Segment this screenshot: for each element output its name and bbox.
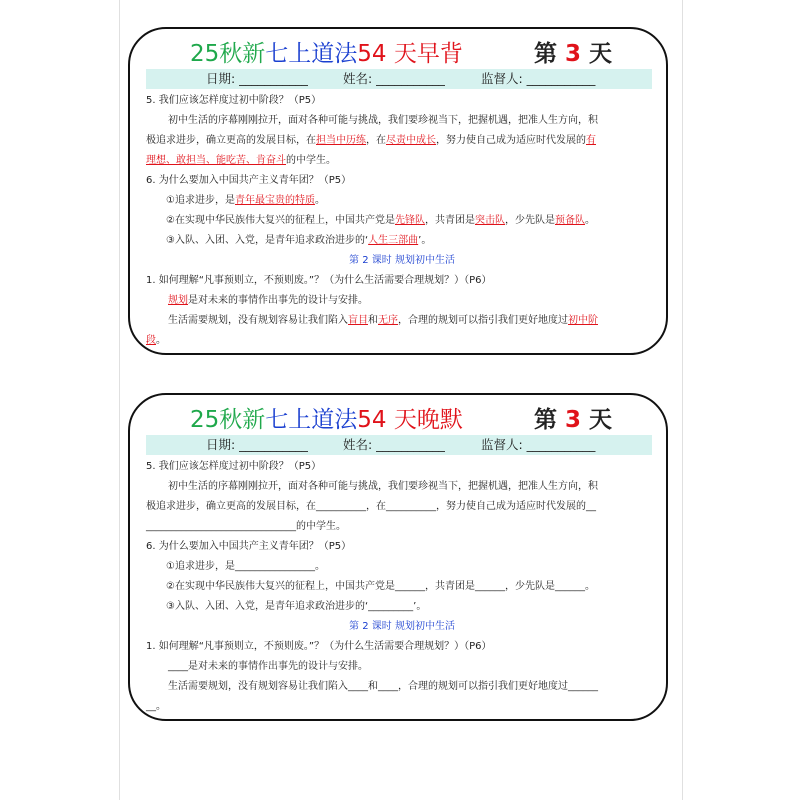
- lesson-heading: 第 2 课时 规划初中生活: [349, 621, 455, 632]
- title-prefix: 25秋新: [190, 41, 266, 67]
- name-field[interactable]: 姓名: ___________: [343, 71, 445, 86]
- question-1: 1. 如何理解“凡事预则立，不预则废。”？（为什么生活需要合理规划？）（P6）: [146, 275, 492, 286]
- card-body: [146, 91, 658, 351]
- date-field[interactable]: 日期: ___________: [206, 437, 308, 452]
- morning-recitation-card: [128, 27, 668, 355]
- blank-item-3[interactable]: ③入队、入团、入党，是青年追求政治进步的‘_________’。: [166, 601, 427, 612]
- info-bar: [146, 435, 652, 455]
- title-plan: 54 天晚默: [357, 407, 463, 433]
- blank-item-2[interactable]: ②在实现中华民族伟大复兴的征程上，中国共产党是______，共青团是______，少先队是______。: [166, 581, 595, 592]
- blank-line[interactable]: 极追求进步，确立更高的发展目标，在__________，在__________，努力使自己成为适应时代发展的__: [146, 501, 596, 512]
- card-body: [146, 457, 658, 717]
- day-label: 第 3 天: [534, 407, 613, 433]
- question-1: 1. 如何理解“凡事预则立，不预则废。”？（为什么生活需要合理规划？）（P6）: [146, 641, 492, 652]
- answer-line: 极追求进步，确立更高的发展目标，在担当中历练，在尽责中成长，努力使自己成为适应时代发展的有: [146, 135, 596, 146]
- day-number: 3: [565, 41, 582, 67]
- question-6: 6. 为什么要加入中国共产主义青年团？（P5）: [146, 175, 352, 186]
- card-title: [130, 401, 666, 435]
- answer-line: 段。: [146, 335, 166, 346]
- answer-line: 生活需要规划，没有规划容易让我们陷入盲目和无序，合理的规划可以指引我们更好地度过初中阶: [168, 315, 598, 326]
- answer-item-2: ②在实现中华民族伟大复兴的征程上，中国共产党是先锋队，共青团是突击队，少先队是预备队。: [166, 215, 595, 226]
- info-bar: [146, 69, 652, 89]
- supervisor-field[interactable]: 监督人: ___________: [481, 71, 596, 86]
- blank-line[interactable]: __。: [146, 701, 166, 712]
- question-5: 5. 我们应该怎样度过初中阶段？（P5）: [146, 461, 322, 472]
- date-field[interactable]: 日期: ___________: [206, 71, 308, 86]
- answer-item-1: ①追求进步，是青年最宝贵的特质。: [166, 195, 325, 206]
- card-title: [130, 35, 666, 69]
- question-5: 5. 我们应该怎样度过初中阶段？（P5）: [146, 95, 322, 106]
- supervisor-field[interactable]: 监督人: ___________: [481, 437, 596, 452]
- lesson-heading: 第 2 课时 规划初中生活: [349, 255, 455, 266]
- blank-line[interactable]: ______________________________的中学生。: [146, 521, 346, 532]
- title-subject: 七上道法: [265, 407, 358, 433]
- blank-line[interactable]: ____是对未来的事情作出事先的设计与安排。: [168, 661, 368, 672]
- blank-line: 初中生活的序幕刚刚拉开，面对各种可能与挑战，我们要珍视当下，把握机遇，把准人生方向，积: [168, 481, 598, 492]
- title-prefix: 25秋新: [190, 407, 266, 433]
- answer-line: 理想、敢担当、能吃苦、肯奋斗的中学生。: [146, 155, 336, 166]
- day-number: 3: [565, 407, 582, 433]
- name-field[interactable]: 姓名: ___________: [343, 437, 445, 452]
- question-6: 6. 为什么要加入中国共产主义青年团？（P5）: [146, 541, 352, 552]
- blank-line[interactable]: 生活需要规划，没有规划容易让我们陷入____和____，合理的规划可以指引我们更好地度过______: [168, 681, 598, 692]
- answer-item-3: ③入队、入团、入党，是青年追求政治进步的‘人生三部曲’。: [166, 235, 432, 246]
- day-label: 第 3 天: [534, 41, 613, 67]
- title-plan: 54 天早背: [357, 41, 463, 67]
- evening-dictation-card: [128, 393, 668, 721]
- blank-item-1[interactable]: ①追求进步，是________________。: [166, 561, 325, 572]
- answer-line: 规划是对未来的事情作出事先的设计与安排。: [168, 295, 368, 306]
- answer-line: 初中生活的序幕刚刚拉开，面对各种可能与挑战，我们要珍视当下，把握机遇，把准人生方向，积: [168, 115, 598, 126]
- title-subject: 七上道法: [265, 41, 358, 67]
